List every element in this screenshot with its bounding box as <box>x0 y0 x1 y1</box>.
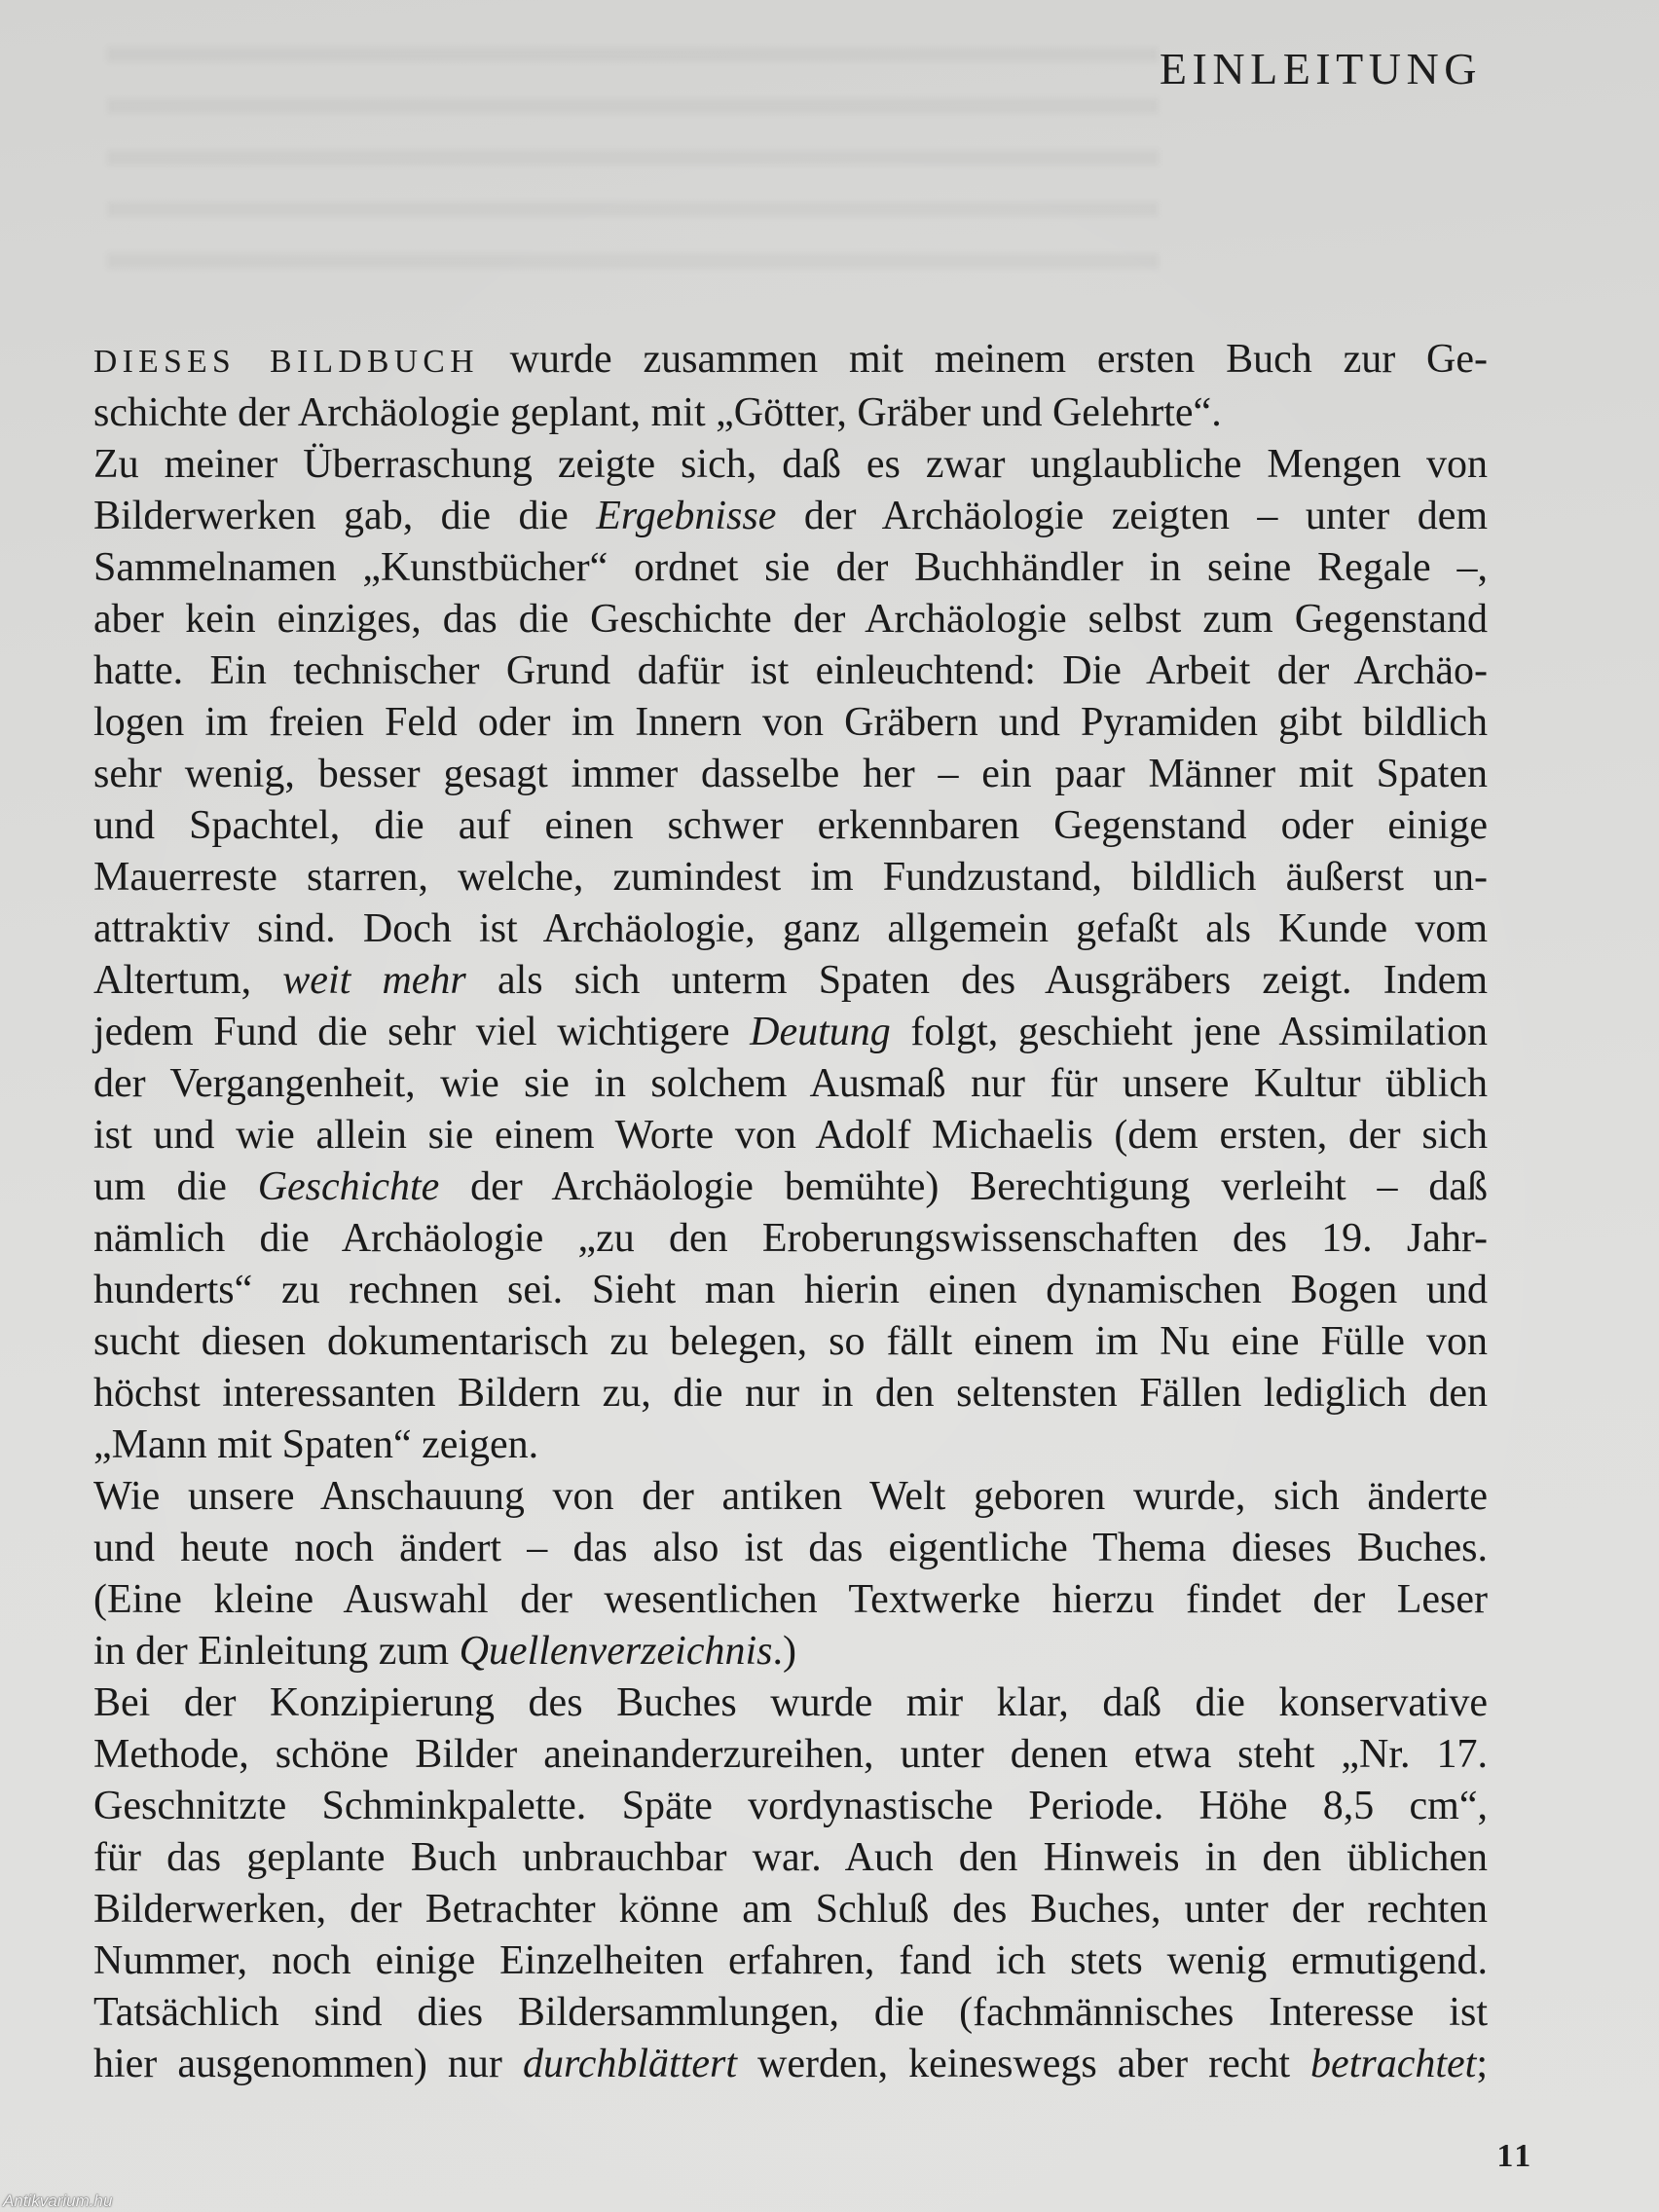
text-run: höchst interessanten Bildern zu, die nur in den seltensten Fällen lediglich den <box>93 1371 1488 1416</box>
text-line <box>93 1058 1488 1110</box>
text-line <box>93 439 1488 491</box>
italic-text: betrachtet <box>1310 2042 1477 2086</box>
text-run: der Vergangenheit, wie sie in solchem Ausmaß nur für unsere Kultur üblich <box>93 1061 1488 1106</box>
paragraph <box>93 334 1488 439</box>
text-line <box>93 697 1488 749</box>
text-line <box>93 903 1488 955</box>
text-line <box>93 852 1488 903</box>
text-run: Zu meiner Überraschung zeigte sich, daß es zwar unglaubliche Mengen von <box>93 442 1488 487</box>
italic-text: Ergebnisse <box>596 494 777 538</box>
text-line <box>93 1007 1488 1058</box>
text-line <box>93 1368 1488 1419</box>
text-run: Mauerreste starren, welche, zumindest im Fundzustand, bildlich äußerst un- <box>93 855 1488 900</box>
text-line <box>93 1316 1488 1368</box>
text-run: für das geplante Buch unbrauchbar war. Auch den Hinweis in den üblichen <box>93 1835 1488 1880</box>
text-run: ist und wie allein sie einem Worte von Adolf Michaelis (dem ersten, der sich <box>93 1113 1488 1158</box>
paragraph <box>93 439 1488 1471</box>
text-run: Bilderwerken, der Betrachter könne am Schluß des Buches, unter der rechten <box>93 1887 1488 1932</box>
text-run: logen im freien Feld oder im Innern von Gräbern und Pyramiden gibt bildlich <box>93 700 1488 745</box>
text-run: um die <box>93 1164 258 1209</box>
text-line <box>93 334 1488 387</box>
text-run: „Mann mit Spaten“ zeigen. <box>93 1422 539 1467</box>
text-line <box>93 1110 1488 1161</box>
text-line <box>93 1677 1488 1729</box>
text-run: der Archäologie zeigten – unter dem <box>776 494 1488 538</box>
text-line <box>93 1936 1488 1987</box>
text-line <box>93 1987 1488 2039</box>
text-run: Bilderwerken gab, die die <box>93 494 597 538</box>
text-line <box>93 1161 1488 1213</box>
text-run: hier ausgenommen) nur <box>93 2042 523 2086</box>
text-run: und Spachtel, die auf einen schwer erkennbaren Gegenstand oder einige <box>93 803 1488 848</box>
text-line <box>93 955 1488 1007</box>
text-line <box>93 1626 1488 1677</box>
text-run: schichte der Archäologie geplant, mit „Götter, Gräber und Gelehrte“. <box>93 390 1222 435</box>
text-line <box>93 542 1488 594</box>
text-run: Bei der Konzipierung des Buches wurde mir klar, daß die konservative <box>93 1680 1488 1725</box>
italic-text: Geschichte <box>257 1164 440 1209</box>
text-run: hunderts“ zu rechnen sei. Sieht man hierin einen dynamischen Bogen und <box>93 1268 1488 1312</box>
paragraph <box>93 1471 1488 1677</box>
text-run: in der Einleitung zum <box>93 1629 460 1674</box>
text-line <box>93 645 1488 697</box>
text-line <box>93 1781 1488 1832</box>
text-line <box>93 1213 1488 1265</box>
text-run: Nummer, noch einige Einzelheiten erfahren, fand ich stets wenig ermutigend. <box>93 1938 1488 1983</box>
text-line <box>93 749 1488 800</box>
text-line <box>93 1265 1488 1316</box>
text-line <box>93 1471 1488 1523</box>
paragraph <box>93 1677 1488 2090</box>
text-run: der Archäologie bemühte) Berechtigung verleiht – daß <box>439 1164 1488 1209</box>
italic-text: Quellenverzeichnis <box>459 1629 773 1674</box>
text-line <box>93 594 1488 645</box>
text-line <box>93 2039 1488 2090</box>
italic-text: durchblättert <box>522 2042 738 2086</box>
text-run: Geschnitzte Schminkpalette. Späte vordynastische Periode. Höhe 8,5 cm“, <box>93 1784 1488 1828</box>
text-line <box>93 1574 1488 1626</box>
body-text <box>93 334 1488 2090</box>
text-run: Sammelnamen „Kunstbücher“ ordnet sie der Buchhändler in seine Regale –, <box>93 545 1488 590</box>
text-line <box>93 1729 1488 1781</box>
text-run: jedem Fund die sehr viel wichtigere <box>93 1010 751 1054</box>
italic-text: Deutung <box>750 1010 891 1054</box>
text-line <box>93 491 1488 542</box>
text-run: hatte. Ein technischer Grund dafür ist einleuchtend: Die Arbeit der Archäo- <box>93 648 1488 693</box>
text-run: Methode, schöne Bilder aneinanderzureihen, unter denen etwa steht „Nr. 17. <box>93 1732 1488 1777</box>
text-run: attraktiv sind. Doch ist Archäologie, ganz allgemein gefaßt als Kunde vom <box>93 906 1488 951</box>
text-run: (Eine kleine Auswahl der wesentlichen Textwerke hierzu findet der Leser <box>93 1577 1488 1622</box>
text-run: aber kein einziges, das die Geschichte der Archäologie selbst zum Gegenstand <box>93 597 1488 642</box>
text-line <box>93 1419 1488 1471</box>
text-run: und heute noch ändert – das also ist das eigentliche Thema dieses Buches. <box>93 1526 1488 1570</box>
text-run: sehr wenig, besser gesagt immer dasselbe her – ein paar Männer mit Spaten <box>93 752 1488 796</box>
text-run: Altertum, <box>93 958 283 1003</box>
text-run: Tatsächlich sind dies Bildersammlungen, die (fachmännisches Interesse ist <box>93 1990 1488 2035</box>
small-caps-text: DIESES BILDBUCH <box>93 344 479 380</box>
text-run: nämlich die Archäologie „zu den Eroberungswissenschaften des 19. Jahr- <box>93 1216 1488 1261</box>
page-number: 11 <box>1496 2138 1533 2174</box>
text-run: Wie unsere Anschauung von der antiken Welt geboren wurde, sich änderte <box>93 1474 1488 1519</box>
text-line <box>93 800 1488 852</box>
text-run: werden, keineswegs aber recht <box>737 2042 1311 2086</box>
text-run: folgt, geschieht jene Assimilation <box>890 1010 1488 1054</box>
text-line <box>93 387 1488 439</box>
text-line <box>93 1884 1488 1936</box>
text-run: .) <box>772 1629 796 1674</box>
text-line <box>93 1832 1488 1884</box>
text-run: sucht diesen dokumentarisch zu belegen, so fällt einem im Nu eine Fülle von <box>93 1319 1488 1364</box>
text-run: als sich unterm Spaten des Ausgräbers zeigt. Indem <box>465 958 1489 1003</box>
show-through-shading <box>107 29 1159 302</box>
text-line <box>93 1523 1488 1574</box>
running-head: EINLEITUNG <box>1159 44 1482 93</box>
italic-text: weit mehr <box>282 958 466 1003</box>
text-run: wurde zusammen mit meinem ersten Buch zur Ge- <box>478 337 1489 382</box>
text-run: ; <box>1476 2042 1488 2086</box>
watermark: Antikvarium.hu <box>3 2192 113 2210</box>
